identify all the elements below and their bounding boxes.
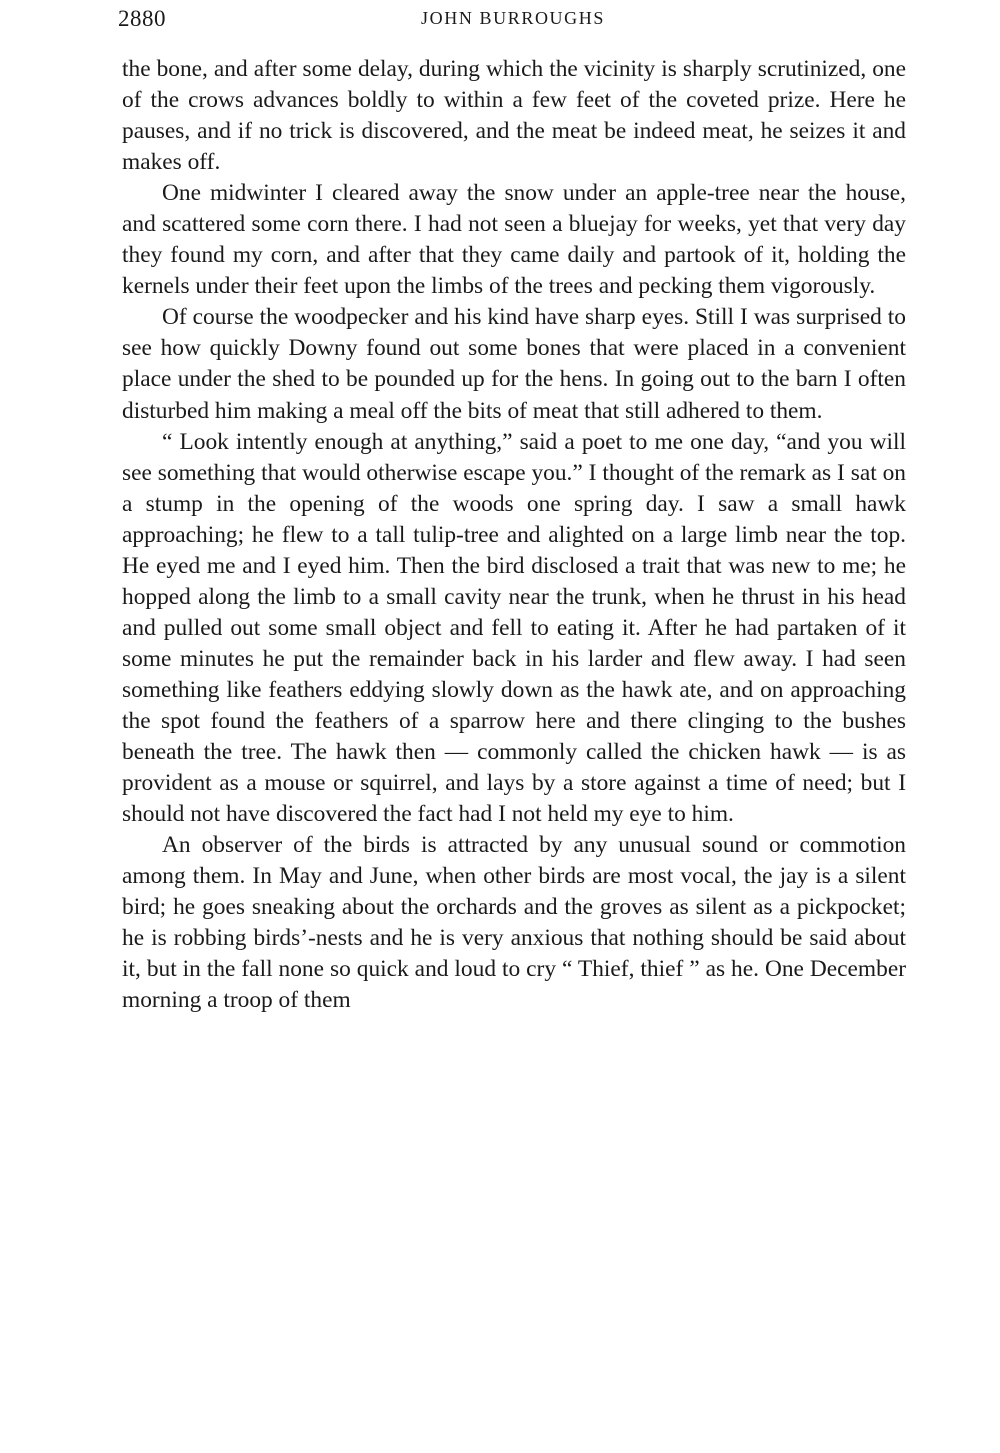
body-text [122, 54, 906, 1016]
paragraph-2: One midwinter I cleared away the snow under an apple-tree near the house, and scattered some corn there. I had not seen a bluejay for weeks, yet that very day they found my corn, and after that they came daily and partook of it, holding the kernels under their feet upon the limbs of the trees and pecking them vigorously. [122, 180, 906, 300]
running-title: JOHN BURROUGHS [421, 8, 605, 28]
page-header [118, 6, 908, 34]
paragraph-4: “ Look intently enough at anything,” said a poet to me one day, “and you will see something that would otherwise escape you.” I thought of the remark as I sat on a stump in the opening of the woods one spring day. I saw a small hawk approaching; he flew to a tall tulip-tree and alighted on a large limb near the top. He eyed me and I eyed him. Then the bird disclosed a trait that was new to me; he hopped along the limb to a small cavity near the trunk, when he thrust in his head and pulled out some small object and fell to eating it. After he had partaken of it some minutes he put the remainder back in his larder and flew away. I had seen something like feathers eddying slowly down as the hawk ate, and on approaching the spot found the feathers of a sparrow here and there clinging to the bushes beneath the tree. The hawk then — commonly called the chicken hawk — is as provident as a mouse or squirrel, and lays by a store against a time of need; but I should not have discovered the fact had I not held my eye to him. [122, 428, 906, 828]
page-number: 2880 [118, 6, 166, 31]
paragraph-5: An observer of the birds is attracted by any unusual sound or commotion among them. In May and June, when other birds are most vocal, the jay is a silent bird; he goes sneaking about the orchards and the groves as silent as a pickpocket; he is robbing birds’-nests and he is very anxious that nothing should be said about it, but in the fall none so quick and loud to cry “ Thief, thief ” as he. One December morning a troop of them [122, 832, 906, 1014]
paragraph-3: Of course the woodpecker and his kind have sharp eyes. Still I was surprised to see how quickly Downy found out some bones that were placed in a convenient place under the shed to be pounded up for the hens. In going out to the barn I often disturbed him making a meal off the bits of meat that still adhered to them. [122, 304, 906, 424]
paragraph-1: the bone, and after some delay, during which the vicinity is sharply scrutinized, one of the crows advances boldly to within a few feet of the coveted prize. Here he pauses, and if no trick is discovered, and the meat be indeed meat, he seizes it and makes off. [122, 56, 906, 176]
